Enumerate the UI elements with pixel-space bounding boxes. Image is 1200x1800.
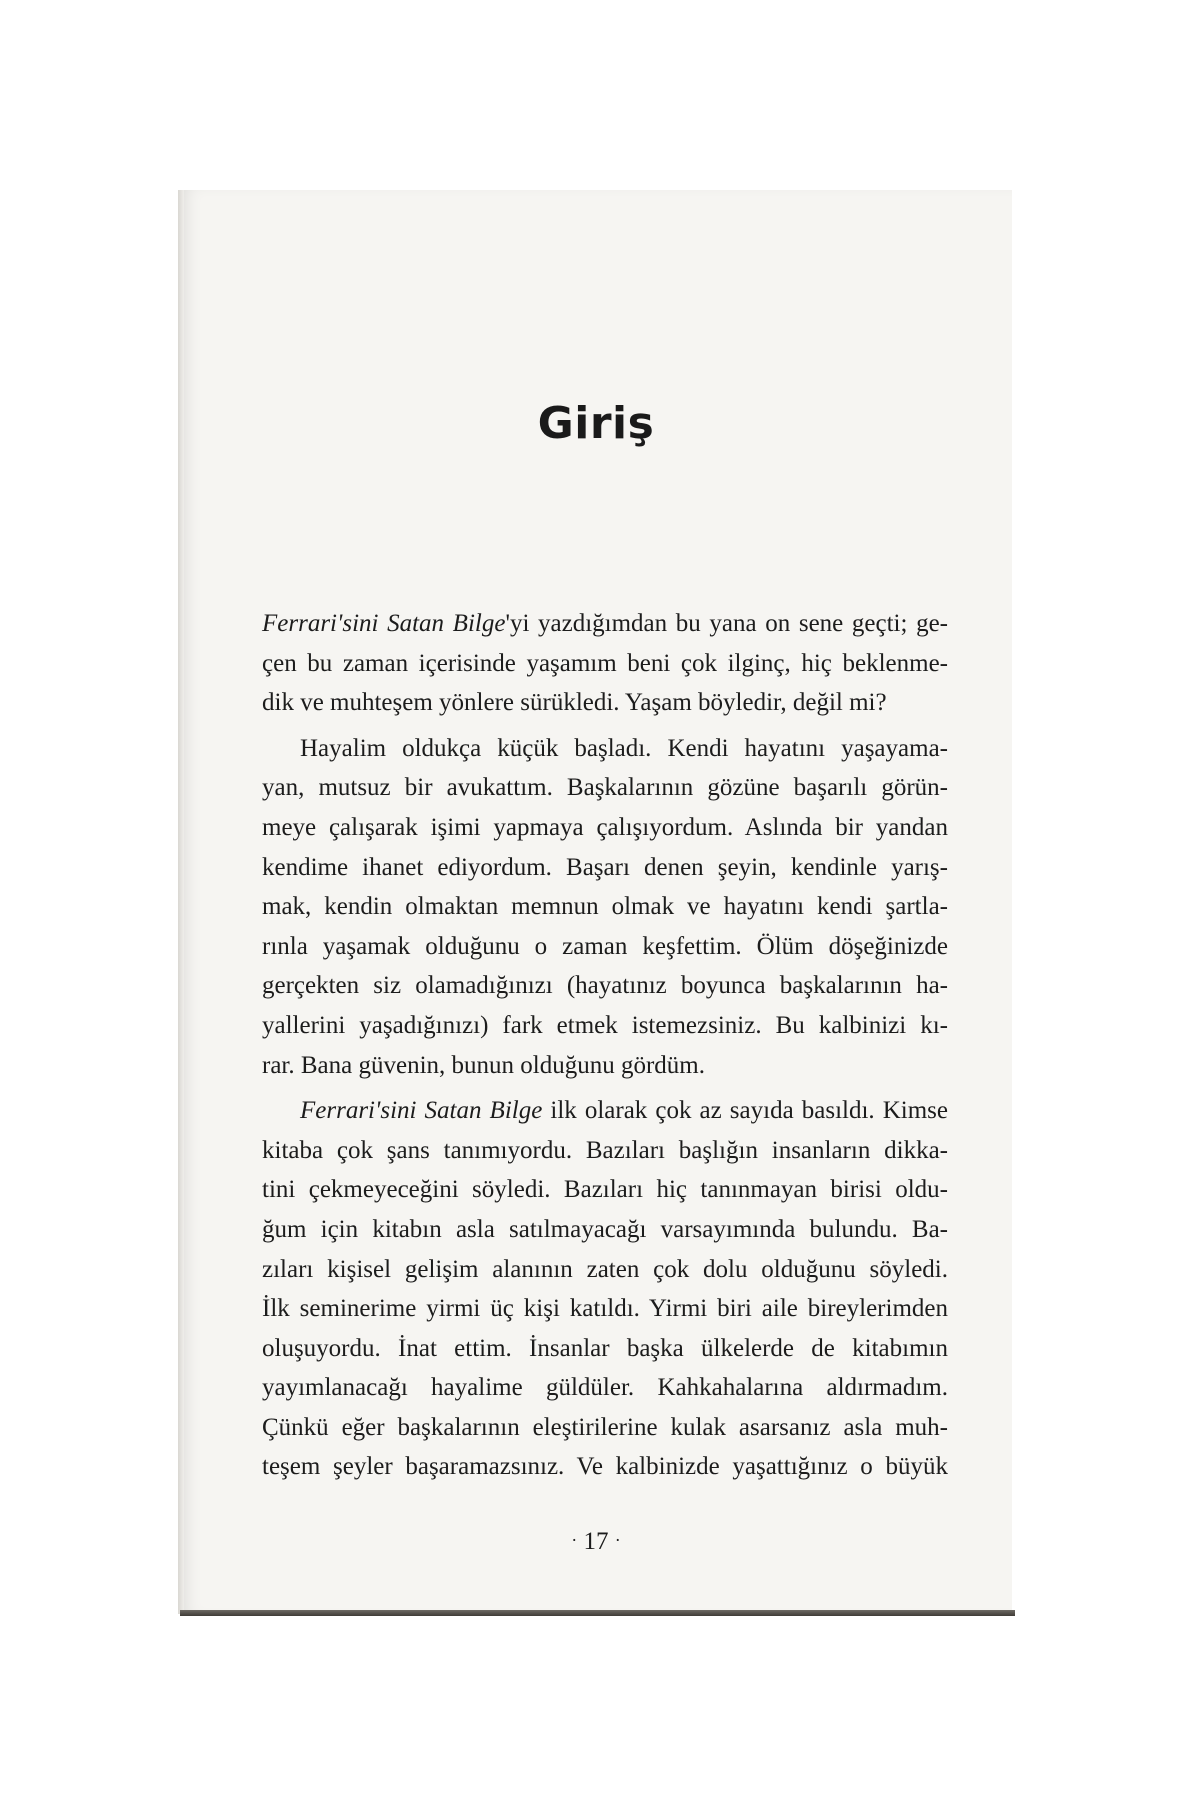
text-line: teşem şeyler başaramazsınız. Ve kalbinizde yaşattığınız o büyük (262, 1453, 948, 1481)
paragraph (262, 729, 948, 1085)
text-line: ğum için kitabın asla satılmayacağı varsayımında bulundu. Ba- (262, 1215, 948, 1243)
text-line: yan, mutsuz bir avukattım. Başkalarının gözüne başarılı görün- (262, 774, 948, 802)
text-line: rar. Bana güvenin, bunun olduğunu gördüm. (262, 1051, 705, 1079)
text-line: gerçekten siz olamadığınızı (hayatınız boyunca başkalarının ha- (262, 972, 948, 1000)
text-line: Hayalim oldukça küçük başladı. Kendi hayatını yaşayama- (300, 734, 948, 762)
text-span: 'yi yazdığımdan bu yana on sene geçti; ge- (505, 610, 948, 637)
text-line: Çünkü eğer başkalarının eleştirilerine kulak asarsanız asla muh- (262, 1413, 948, 1441)
text-line: çen bu zaman içerisinde yaşamım beni çok ilginç, hiç beklenme- (262, 649, 948, 677)
book-title-italic: Ferrari'sini Satan Bilge (262, 610, 506, 637)
text-line (262, 604, 948, 644)
chapter-title: Giriş (537, 398, 655, 449)
text-line: meye çalışarak işimi yapmaya çalışıyordum. Aslında bir yandan (262, 813, 948, 841)
text-line: mak, kendin olmaktan memnun olmak ve hayatını kendi şartla- (262, 893, 948, 921)
page-number (180, 1528, 1012, 1556)
text-line: yallerini yaşadığınızı) fark etmek istemezsiniz. Bu kalbinizi kı- (262, 1011, 948, 1039)
page-number-dot-left: · (571, 1530, 578, 1550)
body-text (262, 604, 948, 1487)
text-line: kitaba çok şans tanımıyordu. Bazıları başlığın insanların dikka- (262, 1136, 948, 1164)
text-line: tini çekmeyeceğini söyledi. Bazıları hiç tanınmayan birisi oldu- (262, 1176, 948, 1204)
text-line: İlk seminerime yirmi üç kişi katıldı. Yirmi biri aile bireylerimden (262, 1295, 948, 1323)
paragraph (262, 604, 948, 723)
text-line: zıları kişisel gelişim alanının zaten çok dolu olduğunu söyledi. (262, 1255, 948, 1283)
page-bottom-edge (180, 1610, 1015, 1616)
page-number-value: 17 (583, 1528, 609, 1555)
text-line: kendime ihanet ediyordum. Başarı denen şeyin, kendinle yarış- (262, 853, 948, 881)
text-line: dik ve muhteşem yönlere sürükledi. Yaşam böyledir, değil mi? (262, 689, 887, 717)
paragraph (262, 1091, 948, 1487)
text-line: yayımlanacağı hayalime güldüler. Kahkahalarına aldırmadım. (262, 1374, 948, 1402)
page-number-dot-right: · (614, 1530, 621, 1550)
text-line: oluşuyordu. İnat ettim. İnsanlar başka ülkelerde de kitabımın (262, 1334, 948, 1362)
text-line: rınla yaşamak olduğunu o zaman keşfettim. Ölüm döşeğinizde (262, 932, 948, 960)
text-span: ilk olarak çok az sayıda basıldı. Kimse (542, 1097, 948, 1125)
text-line (262, 1091, 948, 1131)
book-title-italic: Ferrari'sini Satan Bilge (300, 1097, 543, 1125)
